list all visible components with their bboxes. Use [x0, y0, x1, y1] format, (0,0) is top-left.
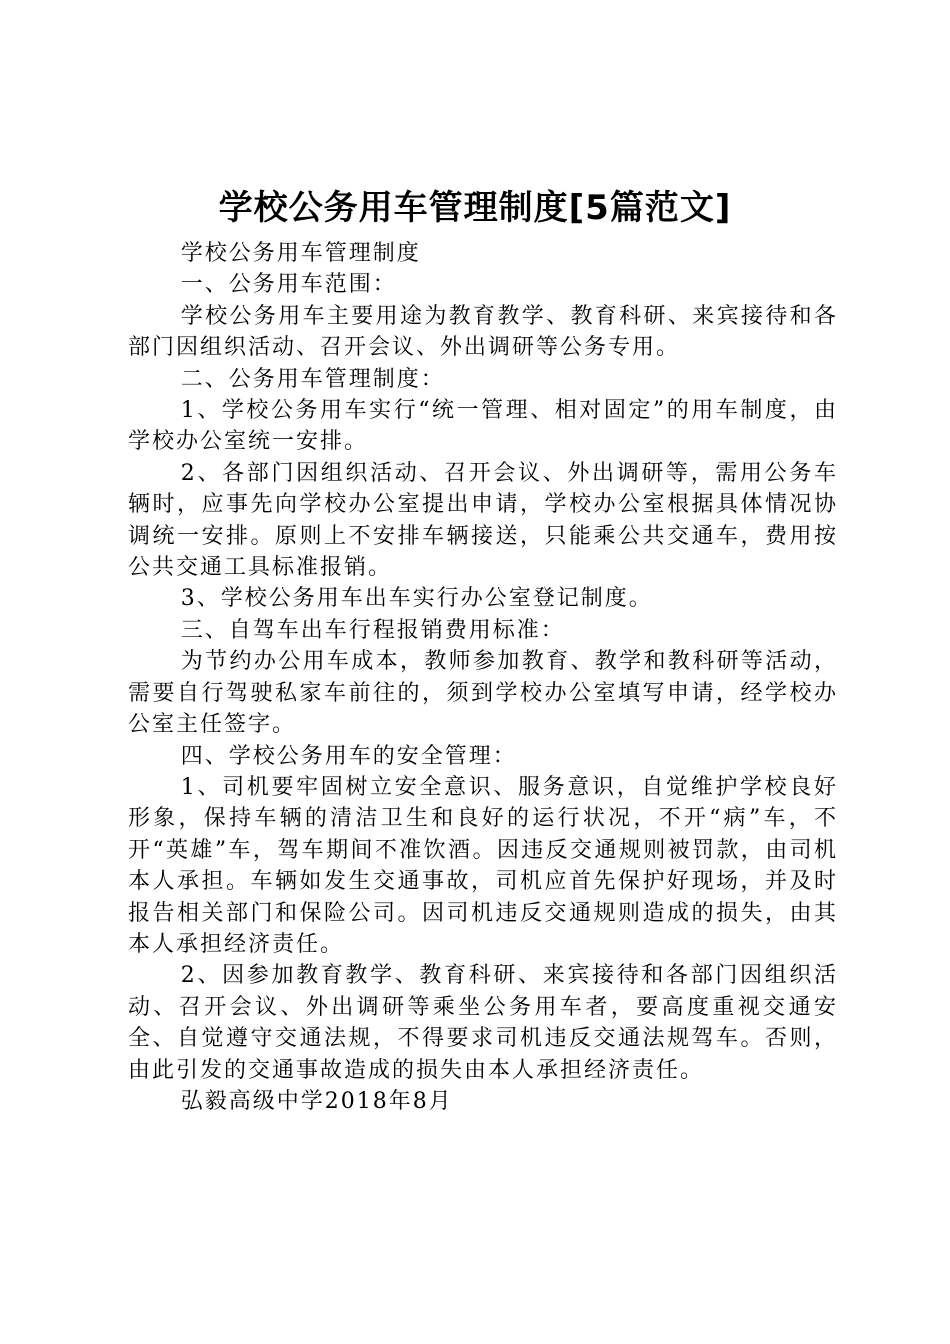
document-body	[128, 238, 838, 1117]
section-4-heading: 四、学校公务用车的安全管理：	[180, 743, 517, 769]
section-2-heading: 二、公务用车管理制度：	[180, 366, 445, 392]
section-2-item-1: 1、学校公务用车实行“统一管理、相对固定”的用车制度，由学校办公室统一安排。	[128, 398, 838, 455]
section-1-heading: 一、公务用车范围：	[180, 272, 397, 298]
section-2-item-3: 3、学校公务用车出车实行办公室登记制度。	[180, 586, 653, 612]
section-3-paragraph: 为节约办公用车成本，教师参加教育、教学和教科研等活动，需要自行驾驶私家车前往的，须到学校办公室填写申请，经学校办公室主任签字。	[128, 649, 838, 738]
doc-heading-paragraph: 学校公务用车管理制度	[180, 241, 421, 266]
section-4-item-1: 1、司机要牢固树立安全意识、服务意识，自觉维护学校良好形象，保持车辆的清洁卫生和良好的运行状况，不开“病”车，不开“英雄”车，驾车期间不准饮酒。因违反交通规则被罚款，由司机本人承担。车辆如发生交通事故，司机应首先保护好现场，并及时报告相关部门和保险公司。因司机违反交通规则造成的损失，由其本人承担经济责任。	[128, 774, 838, 957]
section-1-paragraph: 学校公务用车主要用途为教育教学、教育科研、来宾接待和各部门因组织活动、召开会议、外出调研等公务专用。	[128, 303, 838, 361]
section-4-item-2: 2、因参加教育教学、教育科研、来宾接待和各部门因组织活动、召开会议、外出调研等乘坐公务用车者，要高度重视交通安全、自觉遵守交通法规，不得要求司机违反交通法规驾车。否则，由此引发的交通事故造成的损失由本人承担经济责任。	[128, 963, 838, 1083]
section-2-item-2: 2、各部门因组织活动、召开会议、外出调研等，需用公务车辆时，应事先向学校办公室提出申请，学校办公室根据具体情况协调统一安排。原则上不安排车辆接送，只能乘公共交通车，费用按公共交通工具标准报销。	[128, 460, 838, 581]
section-3-heading: 三、自驾车出车行程报销费用标准：	[180, 617, 565, 643]
signature-date: 弘毅高级中学2018年8月	[180, 1088, 453, 1114]
document-title: 学校公务用车管理制度[5篇范文]	[218, 188, 732, 228]
